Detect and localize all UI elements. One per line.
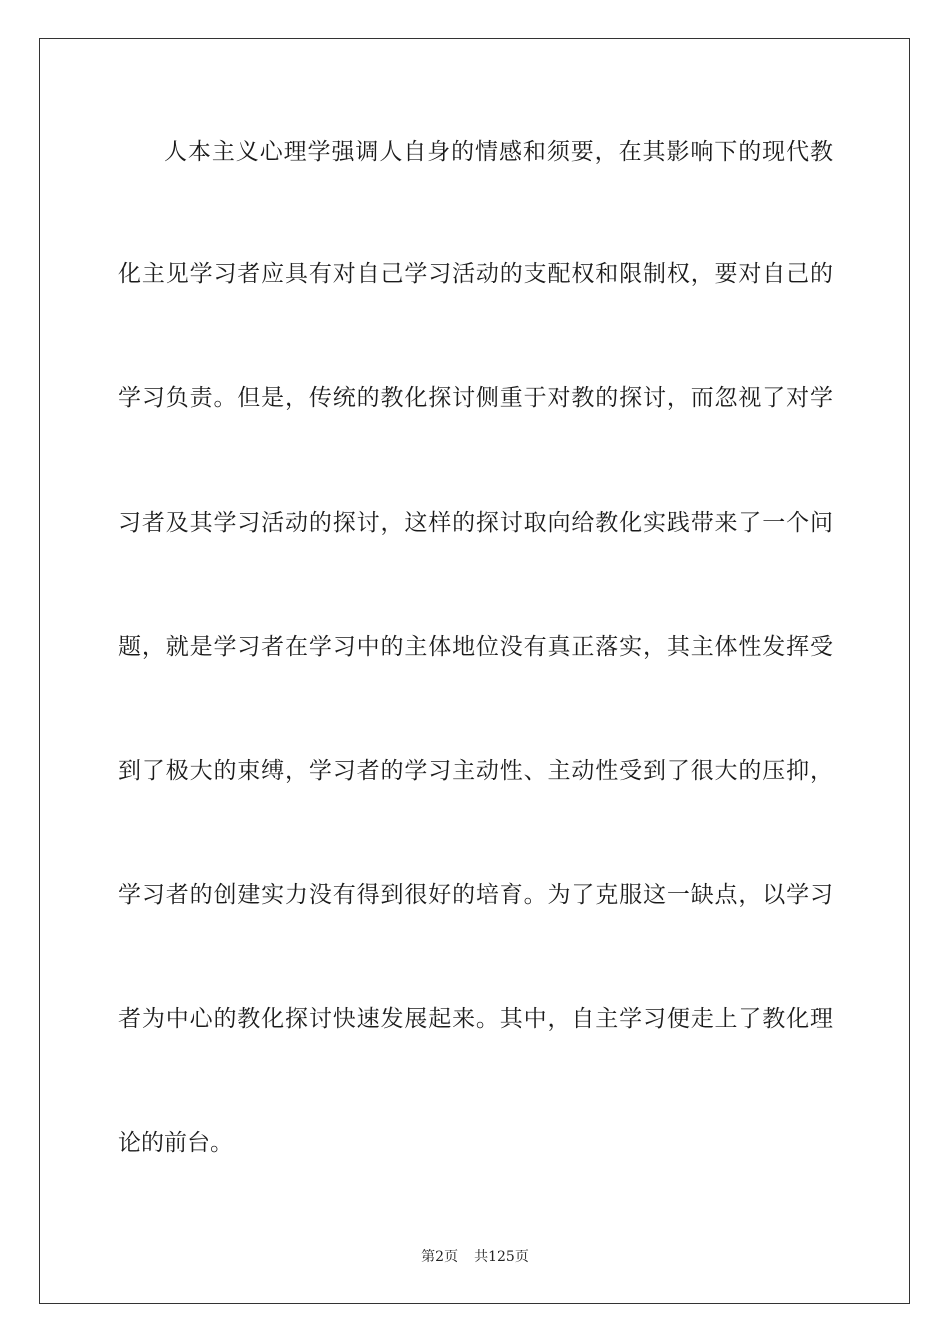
- page-footer: [0, 1247, 950, 1267]
- paragraph-line: 人本主义心理学强调人自身的情感和须要，在其影响下的现代教: [164, 139, 833, 165]
- page-number: 第2页: [421, 1249, 459, 1265]
- page-total: 共125页: [474, 1249, 529, 1265]
- paragraph-line: 论的前台。: [118, 1130, 233, 1156]
- paragraph-line: 题，就是学习者在学习中的主体地位没有真正落实，其主体性发挥受: [118, 634, 833, 660]
- paragraph-line: 化主见学习者应具有对自己学习活动的支配权和限制权，要对自己的: [118, 261, 833, 287]
- page-frame: [39, 38, 910, 1304]
- paragraph-line: 学习负责。但是，传统的教化探讨侧重于对教的探讨，而忽视了对学: [118, 385, 833, 411]
- paragraph-line: 到了极大的束缚，学习者的学习主动性、主动性受到了很大的压抑，: [118, 758, 833, 784]
- paragraph-line: 习者及其学习活动的探讨，这样的探讨取向给教化实践带来了一个问: [118, 510, 833, 536]
- paragraph-line: 者为中心的教化探讨快速发展起来。其中，自主学习便走上了教化理: [118, 1006, 833, 1032]
- paragraph-line: 学习者的创建实力没有得到很好的培育。为了克服这一缺点，以学习: [118, 882, 833, 908]
